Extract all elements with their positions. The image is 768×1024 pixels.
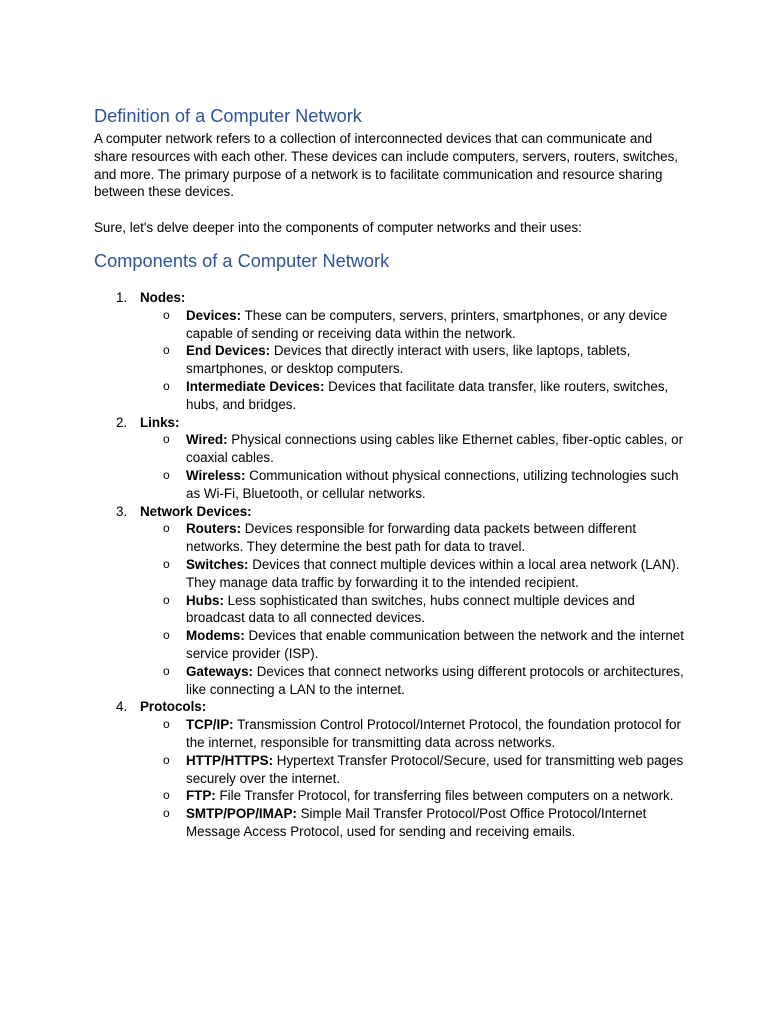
item-description: Simple Mail Transfer Protocol/Post Office Protocol/Internet Message Access Protocol, used for sending and receiving emails. [186, 806, 647, 839]
section-label: Network Devices: [140, 503, 252, 519]
item-description: Hypertext Transfer Protocol/Secure, used for transmitting web pages securely over the internet. [186, 752, 684, 786]
item-description: These can be computers, servers, printers, smartphones, or any device capable of sending or receiving data within the network. [186, 307, 668, 341]
document-body [94, 104, 684, 841]
item-description: Devices that connect networks using different protocols or architectures, like connecting a LAN to the internet. [186, 663, 684, 697]
item-term: Devices: [186, 307, 242, 323]
list-item [140, 467, 684, 503]
bullet-marker: o [163, 307, 170, 322]
item-term: HTTP/HTTPS: [186, 752, 274, 768]
item-description: Physical connections using cables like Ethernet cables, fiber-optic cables, or coaxial cables. [186, 432, 684, 466]
bullet-marker: o [163, 628, 170, 643]
heading-definition: Definition of a Computer Network [94, 106, 362, 126]
section-number: 4. [116, 699, 128, 715]
bullet-marker: o [163, 432, 170, 447]
list-item [140, 627, 684, 663]
item-term: Routers: [186, 521, 242, 537]
list-item [140, 431, 684, 467]
list-item [140, 378, 684, 414]
section-item [94, 414, 684, 503]
bullet-marker: o [163, 806, 170, 821]
bullet-marker: o [163, 467, 170, 482]
section-label: Nodes: [140, 289, 186, 305]
bullet-marker: o [163, 663, 170, 678]
list-item [140, 787, 684, 805]
bullet-marker: o [163, 752, 170, 767]
item-description: Devices that connect multiple devices within a local area network (LAN). They manage data traffic by forwarding it to the intended recipient. [186, 556, 680, 590]
section-sublist [140, 431, 684, 502]
section-sublist [140, 520, 684, 698]
section-number: 2. [116, 414, 128, 430]
bullet-marker: o [163, 717, 170, 732]
list-item [140, 716, 684, 752]
bullet-marker: o [163, 556, 170, 571]
bullet-marker: o [163, 343, 170, 358]
item-description: File Transfer Protocol, for transferring files between computers on a network. [215, 788, 674, 804]
list-item [140, 663, 684, 699]
bullet-marker: o [163, 521, 170, 536]
heading-components: Components of a Computer Network [94, 250, 390, 271]
bullet-marker: o [163, 788, 170, 803]
list-item [140, 752, 684, 788]
section-sublist [140, 716, 684, 841]
item-term: Wireless: [186, 467, 246, 483]
section-label: Protocols: [140, 699, 207, 715]
section-sublist [140, 307, 684, 414]
item-term: Modems: [186, 628, 245, 644]
item-term: Hubs: [186, 592, 224, 608]
list-item [140, 556, 684, 592]
item-description: Transmission Control Protocol/Internet Protocol, the foundation protocol for the internet, responsible for transmitting data across networks. [186, 717, 681, 750]
item-term: Switches: [186, 556, 249, 572]
definition-paragraph: A computer network refers to a collection of interconnected devices that can communicate and share resources with each other. These devices can include computers, servers, routers, switches, and more. The primary purpose of a network is to facilitate communication and resource sharing between these devices. [94, 131, 679, 200]
item-description: Less sophisticated than switches, hubs connect multiple devices and broadcast data to all connected devices. [186, 592, 635, 626]
section-item [94, 503, 684, 699]
item-description: Communication without physical connections, utilizing technologies such as Wi-Fi, Bluetooth, or cellular networks. [186, 467, 679, 501]
item-term: Gateways: [186, 663, 253, 679]
components-list [94, 289, 684, 841]
list-item [140, 307, 684, 343]
section-item [94, 289, 684, 414]
item-term: FTP: [186, 788, 216, 804]
bullet-marker: o [163, 378, 170, 393]
item-description: Devices responsible for forwarding data packets between different networks. They determine the best path for data to travel. [186, 521, 637, 555]
intro-paragraph: Sure, let's delve deeper into the components of computer networks and their uses: [94, 220, 582, 236]
section-number: 1. [116, 289, 128, 305]
item-description: Devices that directly interact with users, like laptops, tablets, smartphones, or desktop computers. [186, 343, 631, 377]
bullet-marker: o [163, 592, 170, 607]
list-item [140, 805, 684, 841]
item-description: Devices that enable communication between the network and the internet service provider (ISP). [186, 628, 684, 661]
list-item [140, 592, 684, 628]
item-term: SMTP/POP/IMAP: [186, 806, 297, 822]
item-term: TCP/IP: [186, 717, 234, 733]
item-description: Devices that facilitate data transfer, like routers, switches, hubs, and bridges. [186, 378, 669, 412]
section-number: 3. [116, 503, 128, 519]
list-item [140, 342, 684, 378]
list-item [140, 520, 684, 556]
item-term: Wired: [186, 432, 228, 448]
item-term: End Devices: [186, 343, 271, 359]
item-term: Intermediate Devices: [186, 378, 325, 394]
section-label: Links: [140, 414, 180, 430]
section-item [94, 698, 684, 840]
